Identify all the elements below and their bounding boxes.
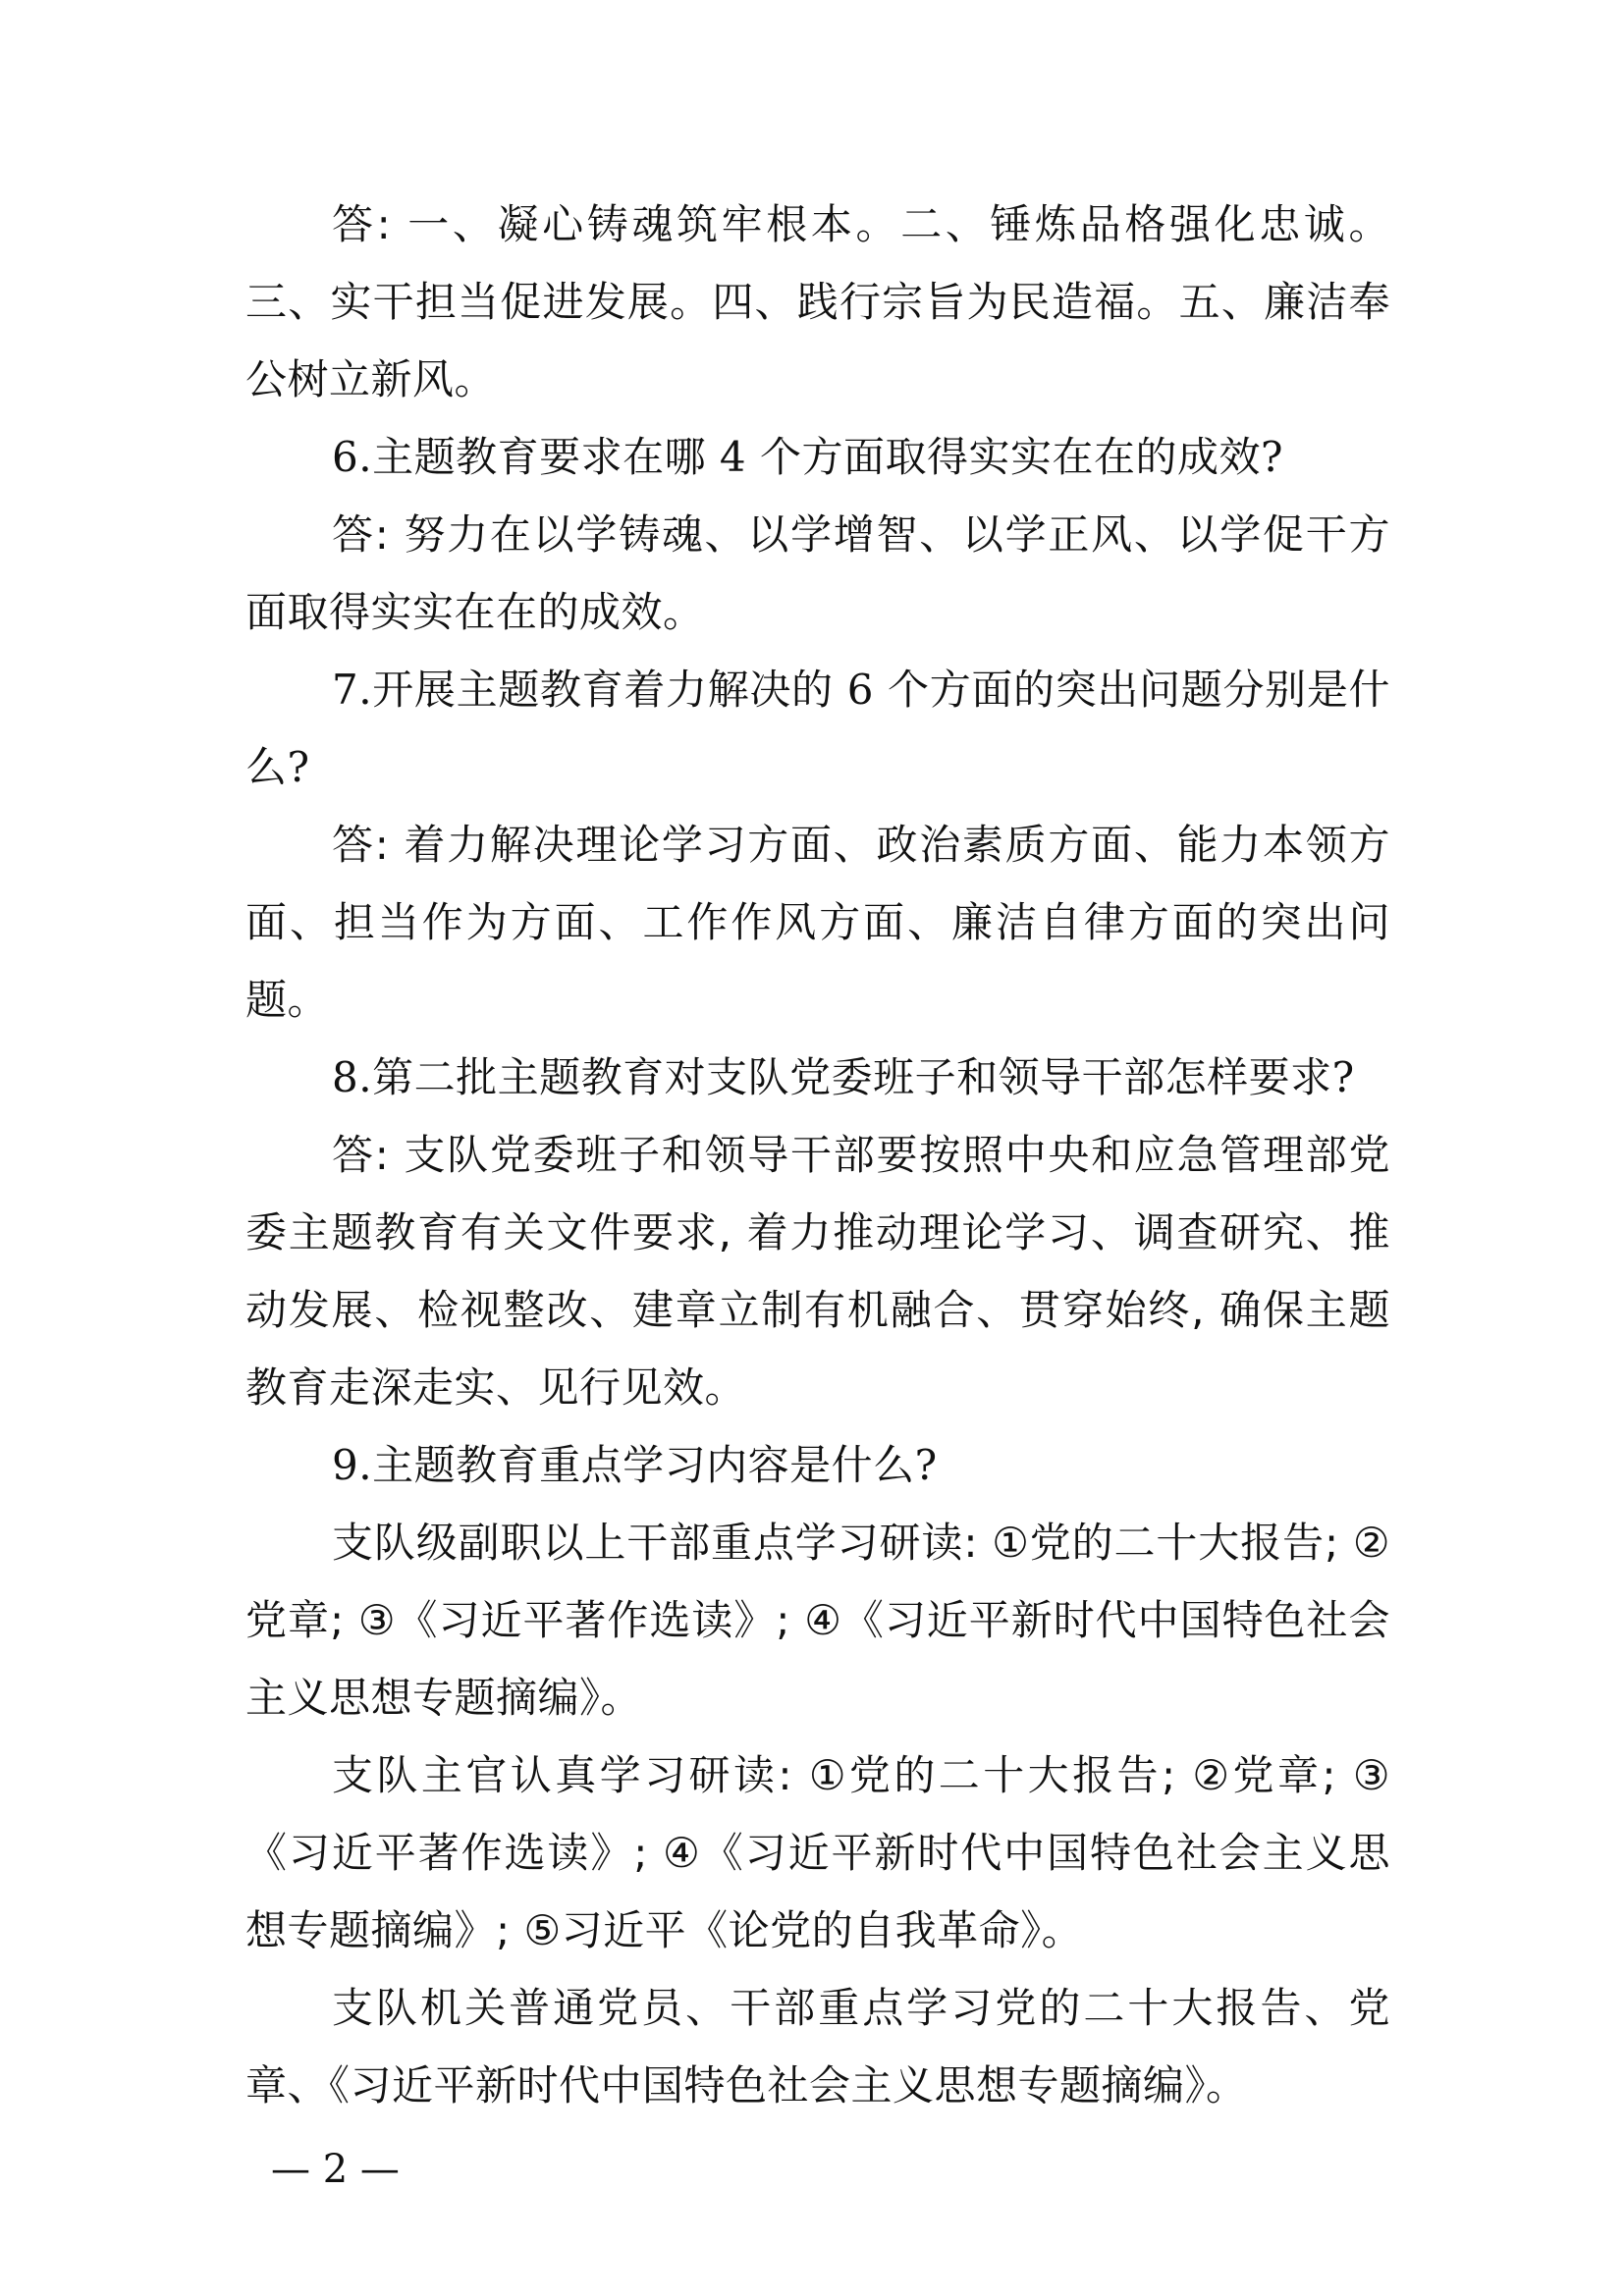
- answer-paragraph: 答: 着力解决理论学习方面、政治素质方面、能力本领方面、担当作为方面、工作作风方面、廉洁自律方面的突出问题。: [245, 821, 1390, 1024]
- page-number: — 2 —: [271, 2147, 400, 2192]
- answer-paragraph: 答: 支队党委班子和领导干部要按照中央和应急管理部党委主题教育有关文件要求, 着力推动理论学习、调查研究、推动发展、检视整改、建章立制有机融合、贯穿始终, 确保主题教育走深走实、见行见效。: [245, 1131, 1390, 1412]
- question-6: 6.主题教育要求在哪 4 个方面取得实实在在的成效?: [332, 433, 1284, 481]
- question-9: 9.主题教育重点学习内容是什么?: [332, 1441, 938, 1489]
- question-8: 8.第二批主题教育对支队党委班子和领导干部怎样要求?: [332, 1053, 1355, 1101]
- answer-paragraph: 支队主官认真学习研读: ①党的二十大报告; ②党章; ③《习近平著作选读》; ④《习近平新时代中国特色社会主义思想专题摘编》; ⑤习近平《论党的自我革命》。: [245, 1751, 1390, 1954]
- answer-paragraph: 答: 努力在以学铸魂、以学增智、以学正风、以学促干方面取得实实在在的成效。: [245, 510, 1390, 636]
- document-body: [245, 186, 1390, 2124]
- answer-paragraph: 支队级副职以上干部重点学习研读: ①党的二十大报告; ②党章; ③《习近平著作选读》; ④《习近平新时代中国特色社会主义思想专题摘编》。: [245, 1519, 1390, 1722]
- question-7: 7.开展主题教育着力解决的 6 个方面的突出问题分别是什么?: [245, 666, 1390, 791]
- answer-paragraph: 支队机关普通党员、干部重点学习党的二十大报告、党章、《习近平新时代中国特色社会主义思想专题摘编》。: [245, 1984, 1390, 2109]
- answer-paragraph: 答: 一、凝心铸魂筑牢根本。二、锤炼品格强化忠诚。三、实干担当促进发展。四、践行宗旨为民造福。五、廉洁奉公树立新风。: [245, 200, 1390, 403]
